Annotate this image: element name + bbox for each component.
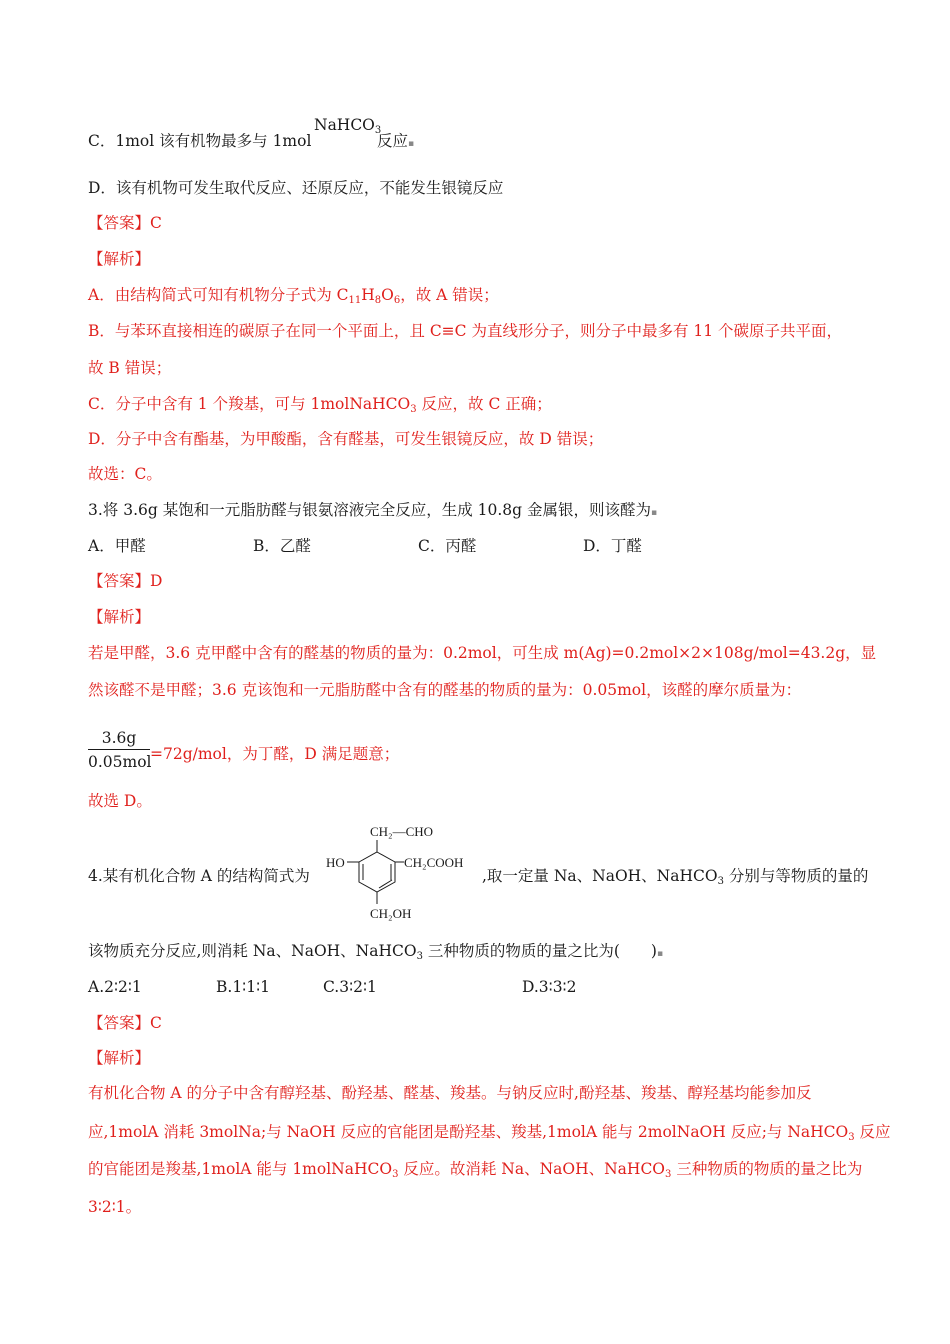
sub: 3 [392, 1169, 399, 1180]
q2-option-d: D．该有机物可发生取代反应、还原反应，不能发生银镜反应 [88, 179, 504, 197]
text: C．分子中含有 1 个羧基，可与 1molNaHCO [88, 395, 411, 413]
q4-option-c: C.3∶2∶1 [323, 978, 377, 996]
formula-sub: 3 [374, 125, 382, 136]
structure-bottom-group: CH₂OH [370, 906, 412, 921]
q2-exp-d: D．分子中含有酯基，为甲酸酯，含有醛基，可发生银镜反应，故 D 错误； [88, 430, 604, 448]
benzene-ring [359, 852, 395, 892]
q2-option-c-tail [377, 130, 414, 155]
fraction-denominator: 0.05mol [88, 753, 152, 771]
q2-exp-b-line2: 故 B 错误； [88, 359, 172, 377]
text: ,取一定量 Na、NaOH、NaHCO [482, 867, 718, 885]
q2-option-c-formula [314, 114, 381, 136]
text: H [361, 286, 375, 304]
q3-exp-line1: 若是甲醛，3.6 克甲醛中含有的醛基的物质的量为：0.2mol，可生成 m(Ag)=0.2mol×2×108g/mol=43.2g，显 [88, 644, 877, 662]
q4-option-d: D.3∶3∶2 [522, 978, 577, 996]
q4-structure-diagram [322, 820, 482, 925]
q3-analysis-heading: 【解析】 [88, 608, 151, 626]
structure-top-group: CH₂—CHO [370, 824, 434, 839]
q4-answer: 【答案】C [88, 1014, 162, 1032]
q4-option-a: A.2∶2∶1 [88, 978, 142, 996]
sub: 3 [665, 1169, 672, 1180]
q2-option-c-text: C．1mol 该有机物最多与 1mol [88, 132, 312, 150]
q4-option-b: B.1∶1∶1 [216, 978, 270, 996]
text: 的官能团是羧基,1molA 能与 1molNaHCO [88, 1160, 393, 1178]
q3-question-text: 3.将 3.6g 某饱和一元脂肪醛与银氨溶液完全反应，生成 10.8g 金属银，则该醛为 [88, 501, 652, 519]
q3-exp-line2: 然该醛不是甲醛；3.6 克该饱和一元脂肪醛中含有的醛基的物质的量为：0.05mol，该醛的摩尔质量为： [88, 681, 802, 699]
q3-option-b: B．乙醛 [253, 537, 311, 555]
text: ，故 A 错误； [400, 286, 499, 304]
q3-answer: 【答案】D [88, 572, 163, 590]
q2-option-c [88, 130, 311, 152]
sub: 3 [410, 404, 417, 415]
q3-option-a: A．甲醛 [88, 537, 146, 555]
q4-question-line1 [88, 865, 310, 887]
text: A．由结构简式可知有机物分子式为 C [88, 286, 349, 304]
q2-exp-c [88, 393, 552, 415]
formula-nahco: NaHCO [314, 116, 375, 134]
text: 反应 [854, 1123, 891, 1141]
q4-exp-line2 [88, 1121, 891, 1143]
sub: 11 [348, 295, 362, 306]
q4-question-text: 4.某有机化合物 A 的结构简式为 [88, 867, 310, 885]
q3-fraction [88, 728, 150, 772]
q4-exp-line4: 3∶2∶1。 [88, 1198, 142, 1216]
q3-conclusion: 故选 D。 [88, 792, 152, 810]
q2-answer: 【答案】C [88, 214, 162, 232]
text: 三种物质的物质的量之比为 [671, 1160, 863, 1178]
q3-option-c: C．丙醛 [418, 537, 477, 555]
text: 反应，故 C 正确； [416, 395, 552, 413]
q3-exp-line3: =72g/mol，为丁醛，D 满足题意； [150, 745, 400, 763]
fraction-numerator: 3.6g [101, 729, 137, 747]
text: 分别与等物质的量的 [723, 867, 869, 885]
fraction-bar [88, 749, 150, 750]
structure-right-group: CH₂COOH [404, 855, 464, 870]
q2-option-c-tail-text: 反应 [377, 132, 409, 150]
structure-left-group: HO [326, 855, 345, 870]
watermark-icon: ▪ [656, 949, 664, 959]
text: 应,1molA 消耗 3molNa;与 NaOH 反应的官能团是酚羟基、羧基,1molA 能与 2molNaOH 反应;与 NaHCO [88, 1123, 849, 1141]
q4-exp-line1: 有机化合物 A 的分子中含有醇羟基、酚羟基、醛基、羧基。与钠反应时,酚羟基、羧基、醇羟基均能参加反 [88, 1084, 812, 1102]
sub: 3 [848, 1132, 855, 1143]
q2-exp-b-line1: B．与苯环直接相连的碳原子在同一个平面上，且 C≡C 为直线形分子，则分子中最多有 11 个碳原子共平面， [88, 322, 843, 340]
sub: 3 [717, 876, 724, 887]
text: 该物质充分反应,则消耗 Na、NaOH、NaHCO [88, 942, 417, 960]
watermark-icon: ▪ [651, 508, 658, 518]
q2-conclusion: 故选：C。 [88, 465, 162, 483]
q2-analysis-heading: 【解析】 [88, 250, 151, 268]
watermark-icon: ▪ [408, 139, 415, 149]
q4-analysis-heading: 【解析】 [88, 1049, 151, 1067]
text: 三种物质的物质的量之比为( ) [422, 942, 657, 960]
q3-option-d: D．丁醛 [583, 537, 642, 555]
q4-question-line2 [88, 940, 663, 965]
q4-exp-line3 [88, 1158, 862, 1180]
sub: 6 [393, 295, 401, 306]
text: O [381, 286, 394, 304]
sub: 3 [416, 951, 423, 962]
sub: 8 [374, 295, 382, 306]
q4-question-line1-tail [482, 865, 868, 887]
q2-exp-a [88, 284, 499, 306]
text: 反应。故消耗 Na、NaOH、NaHCO [398, 1160, 666, 1178]
q3-question [88, 499, 657, 524]
